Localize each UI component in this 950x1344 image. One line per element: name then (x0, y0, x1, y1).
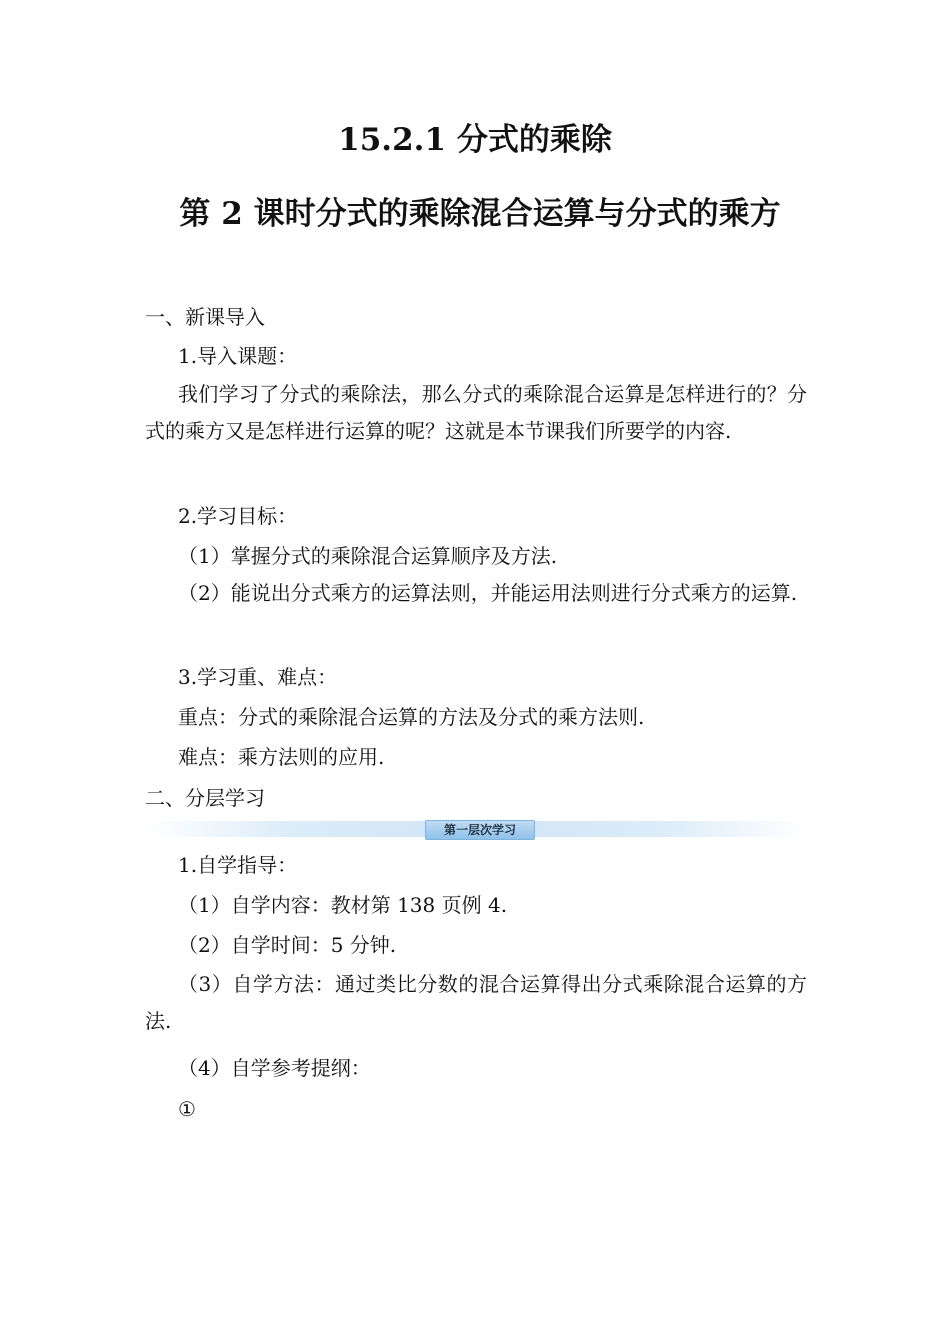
lesson-subtitle: 第 2 课时分式的乘除混合运算与分式的乘方 (179, 196, 781, 232)
intro-topic-text: 我们学习了分式的乘除法，那么分式的乘除混合运算是怎样进行的？分式的乘方又是怎样进行运算的呢？这就是本节课我们所要学的内容. (145, 382, 807, 443)
self-study-content: （1）自学内容：教材第 138 页例 4. (178, 893, 508, 917)
learning-goal-2: （2）能说出分式乘方的运算法则，并能运用法则进行分式乘方的运算. (178, 581, 798, 605)
intro-topic-heading: 1.导入课题： (178, 344, 298, 368)
section-heading-intro: 一、新课导入 (145, 305, 265, 329)
lesson-title: 15.2.1 分式的乘除 (338, 122, 612, 158)
level-banner-label: 第一层次学习 (425, 820, 535, 840)
outline-item-1: ① (178, 1097, 196, 1121)
learning-goals-heading: 2.学习目标： (178, 504, 298, 528)
self-study-time: （2）自学时间：5 分钟. (178, 933, 397, 957)
section-heading-layered: 二、分层学习 (145, 786, 265, 810)
key-point-text: 重点：分式的乘除混合运算的方法及分式的乘方法则. (178, 705, 645, 729)
key-difficult-heading: 3.学习重、难点： (178, 665, 338, 689)
self-study-guide-heading: 1.自学指导： (178, 853, 298, 877)
self-study-method: （3）自学方法：通过类比分数的混合运算得出分式乘除混合运算的方法. (145, 972, 807, 1033)
level-banner (145, 821, 807, 837)
learning-goal-1: （1）掌握分式的乘除混合运算顺序及方法. (178, 544, 558, 568)
difficulty-text: 难点：乘方法则的应用. (178, 745, 385, 769)
self-study-outline: （4）自学参考提纲： (178, 1056, 371, 1080)
